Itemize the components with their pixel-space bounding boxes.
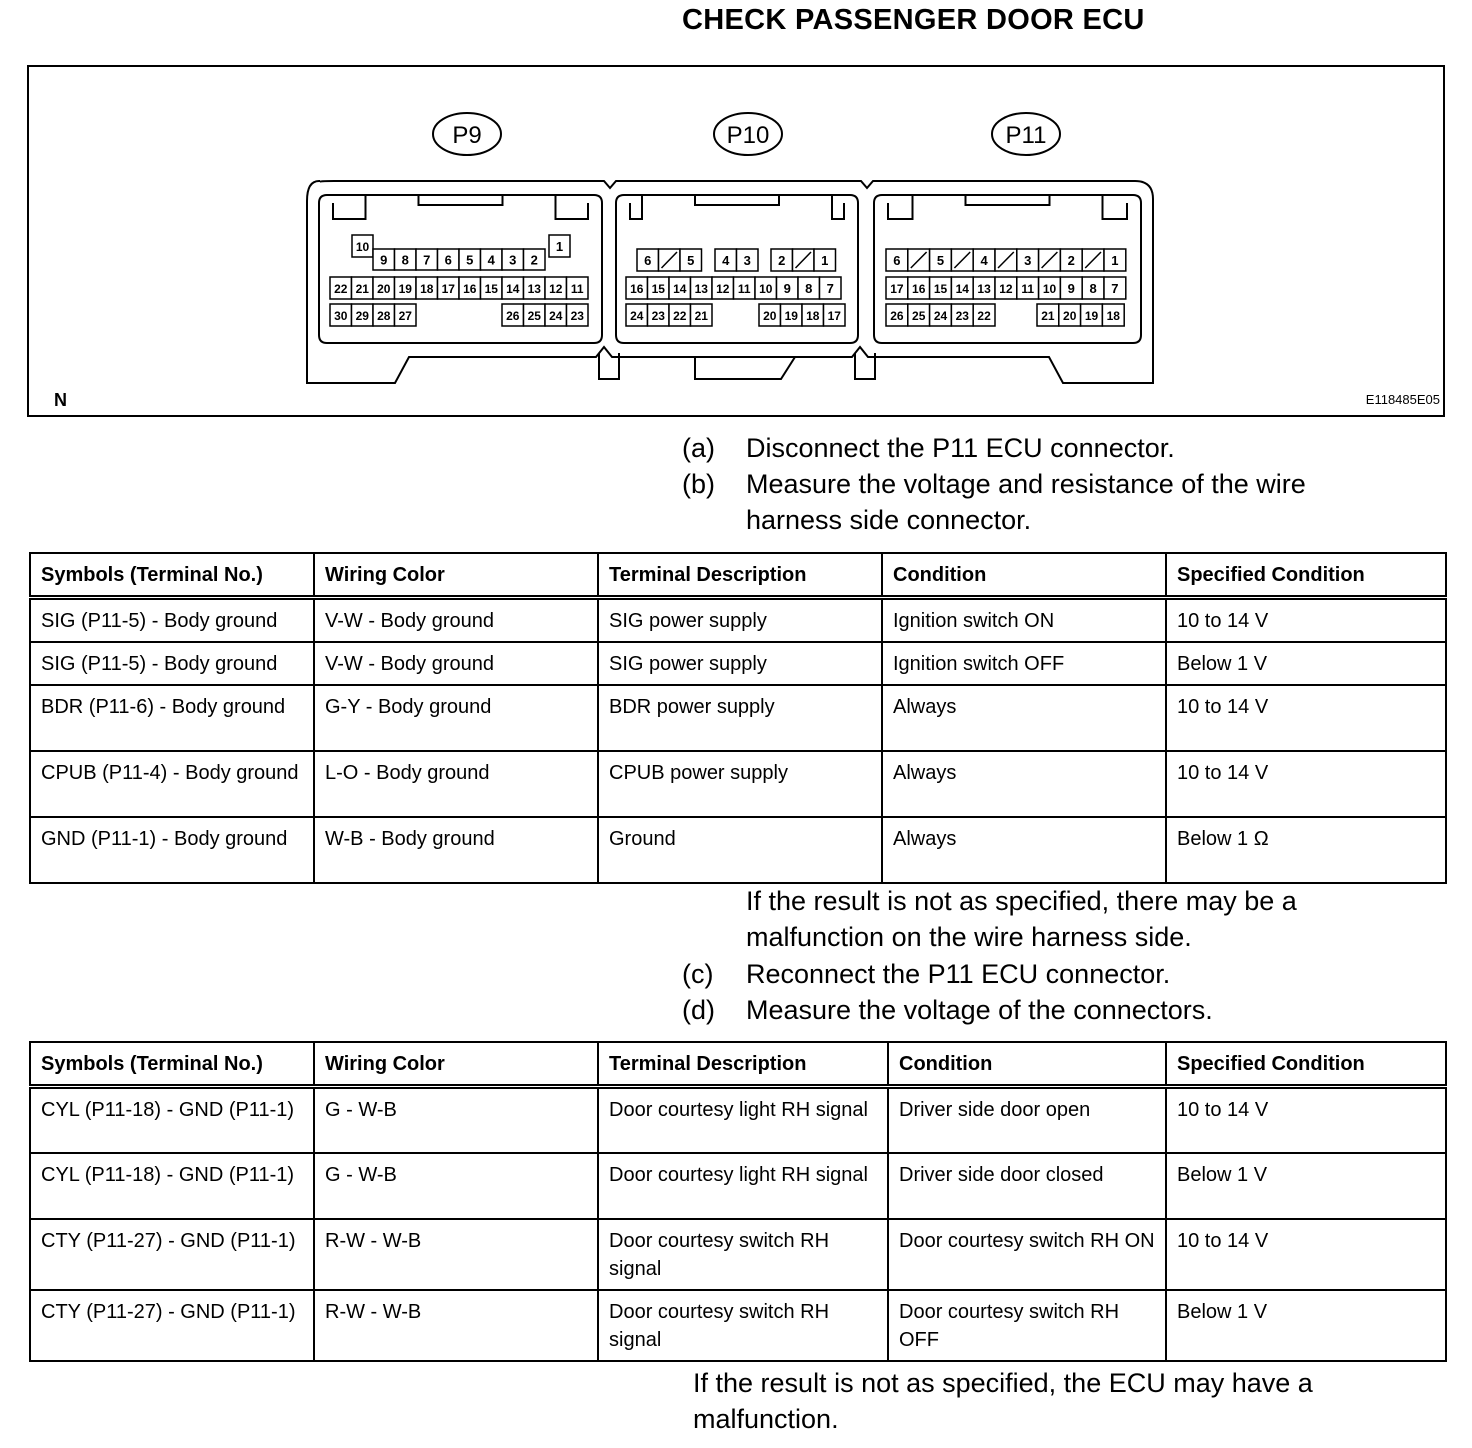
- table-row: [30, 1290, 1446, 1361]
- connector-latch: [888, 195, 1127, 219]
- terminal-20: [759, 304, 781, 326]
- step-text: Measure the voltage and resistance of the wire harness side connector.: [746, 469, 1306, 535]
- terminal-26: [886, 304, 908, 326]
- terminal-26: [502, 304, 524, 326]
- svg-text:23: 23: [955, 309, 969, 323]
- svg-text:12: 12: [549, 282, 563, 296]
- table-header-row: [30, 1042, 1446, 1087]
- terminal-4: [715, 249, 737, 271]
- terminal-13: [691, 277, 713, 299]
- table-row: [30, 817, 1446, 883]
- table-cell: Door courtesy switch RH OFF: [888, 1290, 1166, 1361]
- svg-text:P11: P11: [1005, 122, 1047, 149]
- terminal-8: [1082, 277, 1104, 299]
- table-cell: Always: [882, 817, 1166, 883]
- terminal-7: [820, 277, 842, 299]
- terminal-17: [886, 277, 908, 299]
- terminal-4: [973, 249, 995, 271]
- svg-text:17: 17: [890, 282, 904, 296]
- svg-text:15: 15: [651, 282, 665, 296]
- table-cell: CPUB power supply: [598, 751, 882, 817]
- table-header-cell: Condition: [888, 1042, 1166, 1087]
- table-cell: Below 1 Ω: [1166, 817, 1446, 883]
- terminal-23: [648, 304, 670, 326]
- table-cell: Door courtesy light RH signal: [598, 1087, 888, 1153]
- terminal-3: [737, 249, 759, 271]
- terminal-3: [1017, 249, 1039, 271]
- table-header-cell: Wiring Color: [314, 553, 598, 598]
- connector-tab: [695, 357, 795, 379]
- svg-text:20: 20: [1063, 309, 1077, 323]
- svg-text:5: 5: [936, 253, 945, 268]
- table-cell: V-W - Body ground: [314, 598, 598, 643]
- measurement-table-2: [29, 1041, 1447, 1362]
- table-row: [30, 642, 1446, 685]
- terminal-21: [352, 277, 374, 299]
- step-item: [682, 430, 1402, 466]
- svg-text:P9: P9: [452, 122, 482, 149]
- connector-label-p10: [714, 113, 782, 155]
- table-cell: W-B - Body ground: [314, 817, 598, 883]
- svg-text:21: 21: [694, 309, 708, 323]
- svg-text:23: 23: [570, 309, 584, 323]
- terminal-15: [648, 277, 670, 299]
- svg-text:21: 21: [1041, 309, 1055, 323]
- terminal-14: [669, 277, 691, 299]
- step-text: Disconnect the P11 ECU connector.: [746, 433, 1175, 463]
- step-text: Reconnect the P11 ECU connector.: [746, 959, 1171, 989]
- table-cell: L-O - Body ground: [314, 751, 598, 817]
- table-cell: R-W - W-B: [314, 1219, 598, 1290]
- terminal-13: [973, 277, 995, 299]
- terminal-11: [567, 277, 589, 299]
- corner-letter: N: [54, 390, 67, 410]
- svg-text:18: 18: [806, 309, 820, 323]
- terminal-23: [567, 304, 589, 326]
- terminal-17: [824, 304, 846, 326]
- svg-text:6: 6: [444, 252, 452, 268]
- terminal-5: [680, 249, 702, 271]
- terminal-9: [777, 277, 799, 299]
- svg-text:5: 5: [687, 253, 695, 268]
- table-cell: BDR power supply: [598, 685, 882, 751]
- table-header-cell: Symbols (Terminal No.): [30, 1042, 314, 1087]
- table-cell: CTY (P11-27) - GND (P11-1): [30, 1290, 314, 1361]
- svg-text:8: 8: [1089, 281, 1097, 296]
- svg-text:22: 22: [977, 309, 991, 323]
- svg-text:10: 10: [355, 240, 370, 254]
- table-header-cell: Terminal Description: [598, 1042, 888, 1087]
- terminal-5: [930, 249, 952, 271]
- table-cell: Always: [882, 685, 1166, 751]
- terminal-16: [626, 277, 648, 299]
- svg-text:1: 1: [1111, 253, 1119, 268]
- terminal-blank: [1082, 249, 1104, 271]
- table-header-cell: Symbols (Terminal No.): [30, 553, 314, 598]
- svg-text:25: 25: [912, 309, 926, 323]
- svg-text:11: 11: [737, 282, 751, 296]
- terminal-29: [352, 304, 374, 326]
- svg-text:4: 4: [487, 252, 495, 268]
- connector-latch: [630, 195, 844, 219]
- terminal-19: [781, 304, 803, 326]
- svg-text:24: 24: [933, 309, 948, 323]
- table-cell: CTY (P11-27) - GND (P11-1): [30, 1219, 314, 1290]
- svg-text:9: 9: [783, 281, 791, 296]
- terminal-12: [545, 277, 567, 299]
- terminal-20: [373, 277, 395, 299]
- terminal-10: [1039, 277, 1061, 299]
- table-header-cell: Wiring Color: [314, 1042, 598, 1087]
- svg-text:3: 3: [743, 253, 751, 268]
- svg-text:19: 19: [1084, 309, 1099, 323]
- terminal-18: [1102, 304, 1124, 326]
- terminal-30: [330, 304, 352, 326]
- svg-text:P10: P10: [726, 122, 770, 149]
- terminal-1: [1104, 249, 1126, 271]
- table-cell: 10 to 14 V: [1166, 598, 1446, 643]
- svg-text:16: 16: [630, 282, 644, 296]
- svg-text:15: 15: [933, 282, 948, 296]
- table-cell: SIG (P11-5) - Body ground: [30, 598, 314, 643]
- terminal-1: [549, 235, 570, 257]
- terminal-9: [373, 249, 395, 270]
- svg-text:16: 16: [463, 282, 477, 296]
- terminal-10: [755, 277, 777, 299]
- table-header-cell: Condition: [882, 553, 1166, 598]
- table-cell: Door courtesy light RH signal: [598, 1153, 888, 1219]
- table-cell: Below 1 V: [1166, 1290, 1446, 1361]
- svg-text:3: 3: [1024, 253, 1032, 268]
- svg-text:11: 11: [570, 282, 584, 296]
- svg-text:10: 10: [1042, 282, 1057, 296]
- terminal-blank: [793, 249, 815, 271]
- connector-diagram: [29, 67, 1443, 415]
- terminal-6: [438, 249, 460, 270]
- table-row: [30, 751, 1446, 817]
- svg-text:6: 6: [893, 253, 901, 268]
- terminal-5: [459, 249, 481, 270]
- connector-key: [966, 195, 1050, 205]
- svg-text:20: 20: [763, 309, 777, 323]
- terminal-14: [951, 277, 973, 299]
- table-cell: 10 to 14 V: [1166, 751, 1446, 817]
- svg-text:24: 24: [630, 309, 644, 323]
- svg-text:18: 18: [420, 282, 434, 296]
- table-header-cell: Specified Condition: [1166, 1042, 1446, 1087]
- terminal-18: [416, 277, 438, 299]
- step-item: [682, 956, 1402, 992]
- terminal-6: [637, 249, 659, 271]
- svg-text:13: 13: [694, 282, 708, 296]
- table-cell: SIG power supply: [598, 598, 882, 643]
- svg-text:13: 13: [527, 282, 541, 296]
- table-cell: BDR (P11-6) - Body ground: [30, 685, 314, 751]
- table-cell: Ignition switch OFF: [882, 642, 1166, 685]
- terminal-19: [395, 277, 417, 299]
- svg-text:17: 17: [441, 282, 455, 296]
- terminal-22: [330, 277, 352, 299]
- svg-text:26: 26: [890, 309, 904, 323]
- terminal-11: [1017, 277, 1039, 299]
- terminal-15: [930, 277, 952, 299]
- table-header-row: [30, 553, 1446, 598]
- svg-text:29: 29: [355, 309, 369, 323]
- terminal-16: [459, 277, 481, 299]
- step-label: (c): [682, 959, 714, 989]
- svg-text:2: 2: [778, 253, 786, 268]
- connector-key: [419, 195, 503, 205]
- steps-list-2: [682, 956, 1402, 1028]
- svg-text:1: 1: [821, 253, 829, 268]
- terminal-21: [1037, 304, 1059, 326]
- terminal-18: [802, 304, 824, 326]
- table-header-cell: Specified Condition: [1166, 553, 1446, 598]
- terminal-blank: [908, 249, 930, 271]
- terminal-2: [771, 249, 793, 271]
- step-item: [682, 466, 1402, 538]
- svg-text:6: 6: [644, 253, 652, 268]
- terminal-25: [908, 304, 930, 326]
- table-row: [30, 1087, 1446, 1153]
- terminal-7: [416, 249, 438, 270]
- table-cell: G-Y - Body ground: [314, 685, 598, 751]
- terminal-3: [502, 249, 524, 270]
- terminal-25: [524, 304, 546, 326]
- svg-text:17: 17: [827, 309, 841, 323]
- terminal-10: [352, 235, 373, 257]
- terminal-22: [669, 304, 691, 326]
- terminal-17: [438, 277, 460, 299]
- svg-text:16: 16: [912, 282, 926, 296]
- terminal-7: [1104, 277, 1126, 299]
- table-row: [30, 1153, 1446, 1219]
- table-cell: CPUB (P11-4) - Body ground: [30, 751, 314, 817]
- table-cell: Below 1 V: [1166, 642, 1446, 685]
- terminal-28: [373, 304, 395, 326]
- table-header-cell: Terminal Description: [598, 553, 882, 598]
- terminal-9: [1060, 277, 1082, 299]
- table-cell: G - W-B: [314, 1087, 598, 1153]
- step-label: (b): [682, 469, 715, 499]
- terminal-11: [734, 277, 756, 299]
- table-cell: Below 1 V: [1166, 1153, 1446, 1219]
- svg-text:1: 1: [555, 239, 564, 254]
- terminal-2: [1060, 249, 1082, 271]
- table-cell: G - W-B: [314, 1153, 598, 1219]
- svg-text:7: 7: [826, 281, 834, 296]
- page-title: CHECK PASSENGER DOOR ECU: [682, 4, 1145, 36]
- table-row: [30, 1219, 1446, 1290]
- svg-text:4: 4: [980, 253, 988, 268]
- svg-text:9: 9: [1067, 281, 1075, 296]
- svg-text:14: 14: [673, 282, 687, 296]
- figure-code: E118485E05: [1365, 392, 1440, 407]
- table-cell: V-W - Body ground: [314, 642, 598, 685]
- svg-text:19: 19: [784, 309, 798, 323]
- terminal-4: [481, 249, 503, 270]
- svg-text:21: 21: [355, 282, 369, 296]
- step-label: (d): [682, 995, 715, 1025]
- table-cell: Driver side door closed: [888, 1153, 1166, 1219]
- terminal-24: [626, 304, 648, 326]
- svg-text:3: 3: [509, 252, 517, 268]
- table-cell: 10 to 14 V: [1166, 1087, 1446, 1153]
- terminal-6: [886, 249, 908, 271]
- svg-text:7: 7: [423, 252, 431, 268]
- table-cell: Driver side door open: [888, 1087, 1166, 1153]
- table-cell: CYL (P11-18) - GND (P11-1): [30, 1087, 314, 1153]
- svg-text:8: 8: [805, 281, 813, 296]
- connector-label-p9: [433, 113, 501, 155]
- terminal-13: [524, 277, 546, 299]
- table-cell: Door courtesy switch RH signal: [598, 1290, 888, 1361]
- svg-text:12: 12: [716, 282, 730, 296]
- connector-label-p11: [992, 113, 1060, 155]
- step-text: Measure the voltage of the connectors.: [746, 995, 1213, 1025]
- svg-text:14: 14: [955, 282, 969, 296]
- svg-text:11: 11: [1021, 282, 1035, 296]
- step-label: (a): [682, 433, 715, 463]
- svg-text:2: 2: [1067, 253, 1075, 268]
- svg-text:14: 14: [506, 282, 520, 296]
- connector-latch: [333, 195, 588, 219]
- connector-figure: [27, 65, 1445, 417]
- terminal-2: [524, 249, 546, 270]
- terminal-8: [798, 277, 820, 299]
- terminal-15: [481, 277, 503, 299]
- terminal-12: [995, 277, 1017, 299]
- step-item: [682, 992, 1402, 1028]
- svg-text:15: 15: [484, 282, 498, 296]
- terminal-24: [930, 304, 952, 326]
- svg-text:19: 19: [398, 282, 412, 296]
- svg-text:20: 20: [377, 282, 391, 296]
- table-cell: GND (P11-1) - Body ground: [30, 817, 314, 883]
- table-cell: SIG power supply: [598, 642, 882, 685]
- terminal-22: [973, 304, 995, 326]
- svg-text:7: 7: [1111, 281, 1119, 296]
- table-cell: Door courtesy switch RH signal: [598, 1219, 888, 1290]
- steps-list-1: [682, 430, 1402, 538]
- table-cell: Door courtesy switch RH ON: [888, 1219, 1166, 1290]
- table-row: [30, 598, 1446, 643]
- measurement-table-1: [29, 552, 1447, 884]
- table-row: [30, 685, 1446, 751]
- svg-text:24: 24: [549, 309, 563, 323]
- svg-text:12: 12: [999, 282, 1013, 296]
- svg-text:18: 18: [1106, 309, 1120, 323]
- table-cell: Ignition switch ON: [882, 598, 1166, 643]
- table-cell: Always: [882, 751, 1166, 817]
- terminal-14: [502, 277, 524, 299]
- terminal-blank: [1039, 249, 1061, 271]
- terminal-1: [814, 249, 836, 271]
- note-wire-harness: If the result is not as specified, there may be a malfunction on the wire harness side.: [746, 886, 1297, 952]
- connector-key: [695, 195, 779, 205]
- svg-text:26: 26: [506, 309, 520, 323]
- table-cell: Ground: [598, 817, 882, 883]
- table-cell: 10 to 14 V: [1166, 685, 1446, 751]
- terminal-12: [712, 277, 734, 299]
- svg-text:8: 8: [401, 252, 409, 268]
- terminal-8: [395, 249, 417, 270]
- terminal-blank: [659, 249, 681, 271]
- svg-text:4: 4: [722, 253, 730, 268]
- svg-text:5: 5: [466, 252, 474, 268]
- terminal-blank: [995, 249, 1017, 271]
- svg-text:27: 27: [398, 309, 412, 323]
- table-cell: SIG (P11-5) - Body ground: [30, 642, 314, 685]
- table-cell: CYL (P11-18) - GND (P11-1): [30, 1153, 314, 1219]
- terminal-20: [1059, 304, 1081, 326]
- terminal-21: [691, 304, 713, 326]
- terminal-27: [395, 304, 417, 326]
- svg-text:9: 9: [380, 252, 388, 268]
- svg-text:10: 10: [759, 282, 773, 296]
- svg-text:30: 30: [334, 309, 348, 323]
- svg-text:2: 2: [530, 252, 538, 268]
- terminal-blank: [951, 249, 973, 271]
- table-cell: 10 to 14 V: [1166, 1219, 1446, 1290]
- terminal-16: [908, 277, 930, 299]
- svg-text:13: 13: [977, 282, 991, 296]
- note-ecu-malfunction: If the result is not as specified, the ECU may have a malfunction.: [693, 1368, 1313, 1434]
- svg-text:23: 23: [651, 309, 665, 323]
- svg-text:25: 25: [527, 309, 541, 323]
- terminal-23: [951, 304, 973, 326]
- terminal-19: [1081, 304, 1103, 326]
- svg-text:28: 28: [377, 309, 391, 323]
- terminal-24: [545, 304, 567, 326]
- svg-text:22: 22: [334, 282, 348, 296]
- table-cell: R-W - W-B: [314, 1290, 598, 1361]
- svg-text:22: 22: [673, 309, 687, 323]
